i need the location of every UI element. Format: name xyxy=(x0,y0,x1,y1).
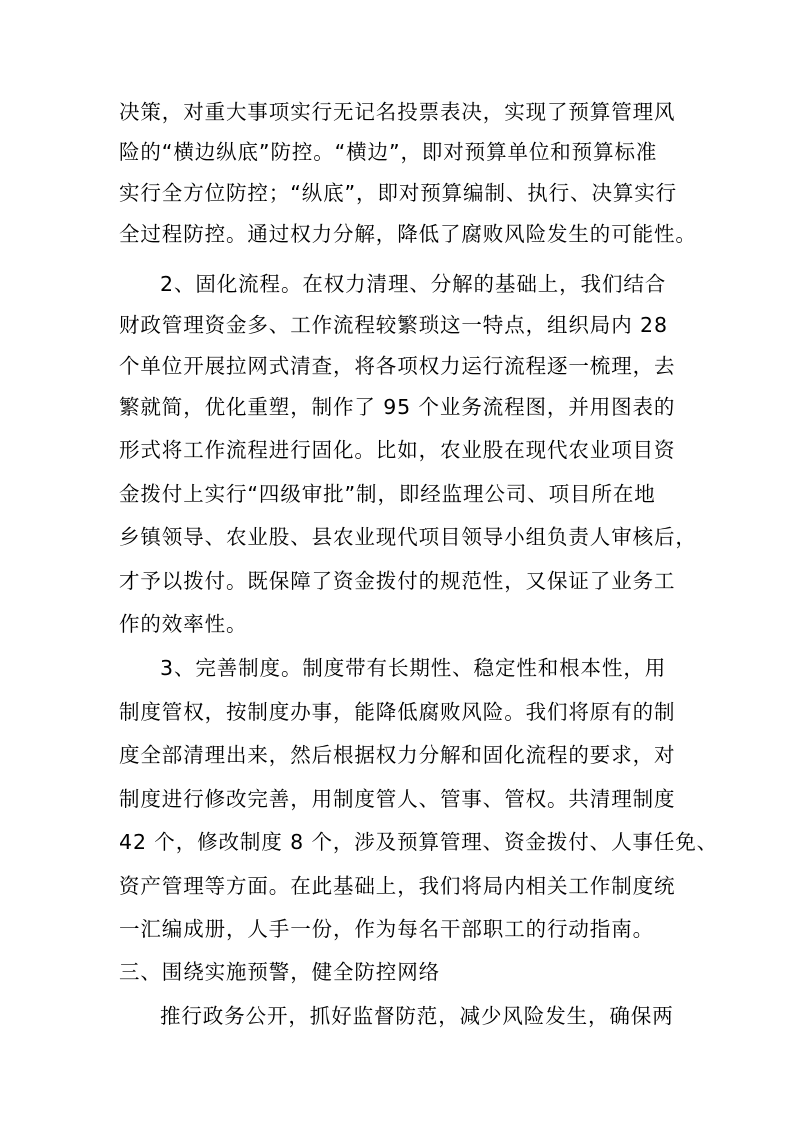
paragraph-line: 乡镇领导、农业股、县农业现代项目领导小组负责人审核后， xyxy=(119,525,697,549)
paragraph-line: 作的效率性。 xyxy=(119,612,248,636)
paragraph-line: 个单位开展拉网式清查，将各项权力运行流程逐一梳理，去 xyxy=(119,354,676,378)
paragraph-line: 繁就简，优化重塑，制作了 95 个业务流程图，并用图表的 xyxy=(119,395,676,419)
paragraph-line: 金拨付上实行“四级审批”制，即经监理公司、项目所在地 xyxy=(119,482,656,506)
paragraph-line: 2、固化流程。在权力清理、分解的基础上，我们结合 xyxy=(160,272,667,296)
paragraph-line: 实行全方位防控；“纵底”，即对预算编制、执行、决算实行 xyxy=(119,181,678,205)
paragraph-line: 42 个，修改制度 8 个，涉及预算管理、资金拨付、人事任免、 xyxy=(119,830,719,854)
paragraph-line: 3、完善制度。制度带有长期性、稳定性和根本性，用 xyxy=(160,656,667,680)
paragraph-line: 全过程防控。通过权力分解，降低了腐败风险发生的可能性。 xyxy=(119,222,697,246)
paragraph-line: 形式将工作流程进行固化。比如，农业股在现代农业项目资 xyxy=(119,438,676,462)
paragraph-line: 才予以拨付。既保障了资金拨付的规范性，又保证了业务工 xyxy=(119,569,676,593)
paragraph-line: 险的“横边纵底”防控。“横边”，即对预算单位和预算标准 xyxy=(119,140,658,164)
paragraph-line: 推行政务公开，抓好监督防范，减少风险发生，确保两 xyxy=(160,1004,674,1028)
paragraph-line: 资产管理等方面。在此基础上，我们将局内相关工作制度统 xyxy=(119,874,676,898)
section-heading: 三、围绕实施预警，健全防控网络 xyxy=(119,960,440,984)
paragraph-line: 制度进行修改完善，用制度管人、管事、管权。共清理制度 xyxy=(119,787,676,811)
paragraph-line: 决策，对重大事项实行无记名投票表决，实现了预算管理风 xyxy=(119,100,676,124)
paragraph-line: 制度管权，按制度办事，能降低腐败风险。我们将原有的制 xyxy=(119,700,676,724)
paragraph-line: 度全部清理出来，然后根据权力分解和固化流程的要求，对 xyxy=(119,743,676,767)
paragraph-line: 财政管理资金多、工作流程较繁琐这一特点，组织局内 28 xyxy=(119,313,668,337)
paragraph-line: 一汇编成册，人手一份，作为每名干部职工的行动指南。 xyxy=(119,917,654,941)
